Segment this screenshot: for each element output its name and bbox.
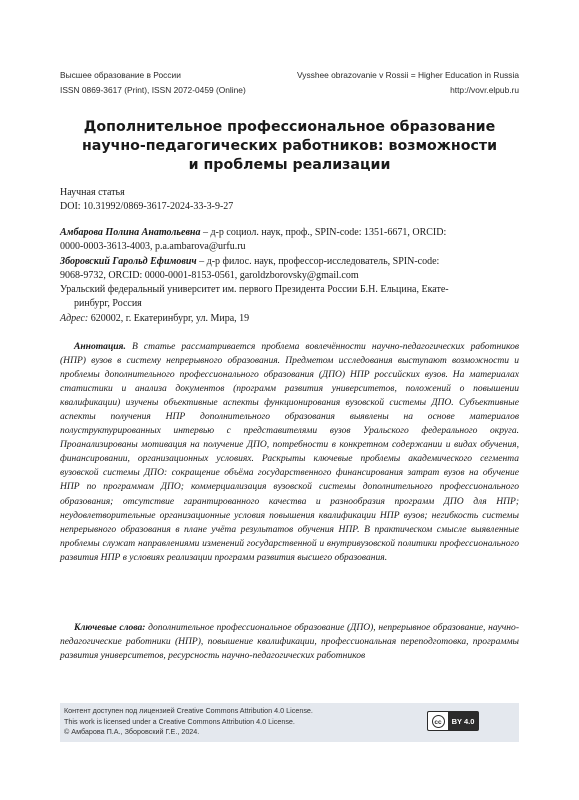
cc-by-badge[interactable]: [427, 711, 479, 731]
keywords: [60, 621, 519, 663]
license-box: [60, 703, 519, 742]
title-line: и проблемы реализации: [188, 157, 391, 173]
abstract-label: Аннотация.: [74, 341, 126, 352]
address-label: Адрес:: [60, 312, 89, 324]
author-2-line-2: 9068-9732, ORCID: 0000-0001-8153-0561, garoldzborovsky@gmail.com: [60, 269, 359, 281]
address-line: [60, 312, 519, 326]
article-title: [60, 118, 519, 175]
license-text: [64, 706, 313, 738]
author-2-line-1: [60, 255, 519, 269]
title-line: научно-педагогических работников: возможности: [81, 138, 498, 154]
author-1-line-2: 0000-0003-3613-4003, p.a.ambarova@urfu.ru: [60, 241, 246, 253]
address-value: 620002, г. Екатеринбург, ул. Мира, 19: [88, 312, 250, 324]
doi: DOI: 10.31992/0869-3617-2024-33-3-9-27: [60, 201, 234, 213]
article-meta: [60, 186, 519, 215]
affiliation-line-1: Уральский федеральный университет им. первого Президента России Б.Н. Ельцина, Екате-: [60, 284, 449, 296]
author-1-line-1: [60, 226, 519, 240]
affiliation-line-2: ринбург, Россия: [74, 298, 142, 310]
copyright: © Амбарова П.А., Зборовский Г.Е., 2024.: [64, 727, 200, 737]
author-1-credentials: – д-р социол. наук, проф., SPIN-code: 1351-6671, ORCID:: [200, 227, 447, 238]
journal-name-en: Vysshee obrazovanie v Rossii = Higher Education in Russia: [297, 70, 519, 80]
abstract-text: В статье рассматривается проблема вовлечённости научно-педагогических работников (НПР) вузов в систему непрерывного образования. Предметом исследования выступают возможности и проблемы дополнительного профессионального образования (ДПО) НПР российских вузов. На материалах статистики и анализа документов (программ развития университетов, положений о повышении квалификации) изучены объективные аспекты функционирования вузовской системы ДПО. Субъективные аспекты получения НПР дополнительного образования выявлены на основе материалов полуструктурированных интервью с представителями вузов Уральского федерального округа. Проанализированы мотивация на получение ДПО, потребности в конкретном содержании и видах обучения, финансировании, организационных условиях. Раскрыты ключевые проблемы академического сегмента вузовской системы ДПО: сокращение объёма государственного финансирования затрат вузов на обучение НПР по программам ДПО; коммерциализация вузовской системы дополнительного профессионального образования; отсутствие гарантированного качества и разнообразия программ ДПО для НПР; неудовлетворительные организационные условия повышения квалификации НПР вузов; негибкость системы непрерывного образования в плане учёта результатов обучения НПР. В практическом смысле выявленные проблемы служат направлениями изменений государственной и внутривузовской политики профессионального развития НПР в условиях реализации программ развития высшего образования.: [60, 341, 519, 563]
abstract: [60, 340, 519, 565]
keywords-label: Ключевые слова:: [74, 622, 146, 633]
cc-icon: [428, 712, 448, 730]
author-2-name: Зборовский Гарольд Ефимович: [60, 255, 197, 267]
authors-block: [60, 226, 519, 326]
author-1-name: Амбарова Полина Анатольевна: [60, 227, 201, 238]
cc-glyph: cc: [432, 715, 445, 728]
cc-license-label: BY 4.0: [448, 712, 478, 730]
author-2-credentials: – д-р филос. наук, профессор-исследователь, SPIN-code:: [196, 255, 440, 267]
article-type: Научная статья: [60, 187, 125, 198]
license-ru: Контент доступен под лицензией Creative Commons Attribution 4.0 License.: [64, 706, 313, 715]
journal-name-ru: Высшее образование в России: [60, 70, 181, 80]
title-line: Дополнительное профессиональное образование: [83, 119, 496, 135]
license-en: This work is licensed under a Creative Commons Attribution 4.0 License.: [64, 716, 295, 726]
issn-line: ISSN 0869-3617 (Print), ISSN 2072-0459 (Online): [60, 85, 246, 95]
journal-url: http://vovr.elpub.ru: [450, 85, 519, 95]
keywords-text: дополнительное профессиональное образование (ДПО), непрерывное образование, научно-педагогические работники (НПР), повышение квалификации, профессиональная переподготовка, программы развития университетов, ресурсность научно-педагогических работников: [60, 622, 519, 662]
